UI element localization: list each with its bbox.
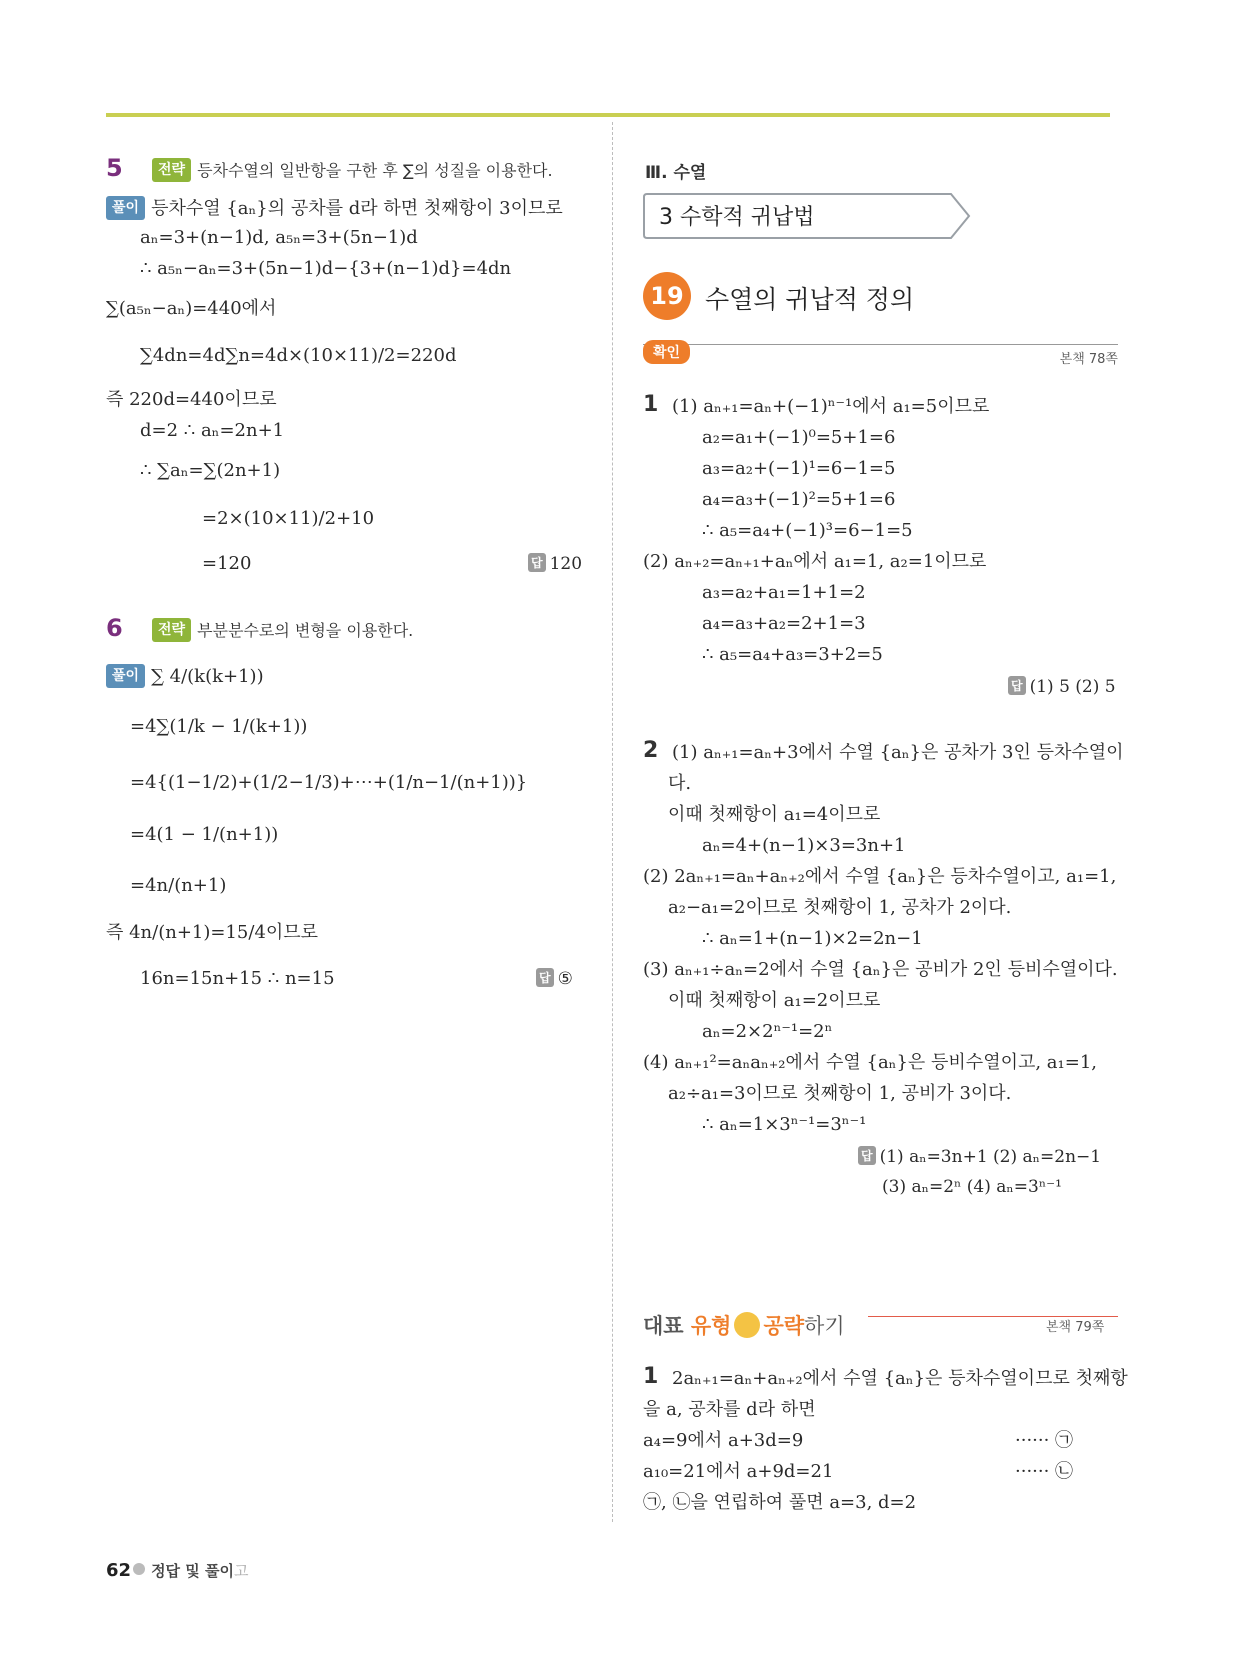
problem-5-answer <box>528 553 582 574</box>
solution-line: =4{(1−1/2)+(1/2−1/3)+⋯+(1/n−1/(n+1))} <box>130 772 528 793</box>
chapter-label: Ⅲ. 수열 <box>645 163 707 183</box>
strategy-text: 등차수열의 일반항을 구한 후 ∑의 성질을 이용한다. <box>197 161 553 180</box>
solution-line: 이때 첫째항이 a₁=4이므로 <box>668 804 881 825</box>
solution-line: ∴ a₅=a₄+a₃=3+2=5 <box>702 644 883 665</box>
daepyo-word-2: 유형 <box>690 1314 732 1338</box>
confirm-page-ref: 본책 78쪽 <box>1059 352 1118 367</box>
solution-line: a₂=a₁+(−1)⁰=5+1=6 <box>702 427 896 448</box>
confirm-header <box>643 340 1118 366</box>
solution-line: 즉 4n/(n+1)=15/4이므로 <box>106 922 319 943</box>
solution-line: (3) aₙ₊₁÷aₙ=2에서 수열 {aₙ}은 공비가 2인 등비수열이다. <box>643 959 1118 980</box>
question-2-answer-line2: (3) aₙ=2ⁿ (4) aₙ=3ⁿ⁻¹ <box>882 1177 1062 1197</box>
solution-line: =120 <box>202 553 252 574</box>
question-1-answer <box>1008 676 1116 697</box>
strategy-tag: 전략 <box>152 158 191 182</box>
solution-line: a₄=a₃+a₂=2+1=3 <box>702 613 866 634</box>
answer-tag: 답 <box>528 553 546 572</box>
solution-line: aₙ=4+(n−1)×3=3n+1 <box>702 835 906 856</box>
daepyo-word-4: 하기 <box>804 1314 845 1338</box>
answer-tag: 답 <box>536 968 554 987</box>
solution-line: aₙ=3+(n−1)d, a₅ₙ=3+(5n−1)d <box>140 227 418 248</box>
question-2-answer-line1 <box>858 1146 1101 1167</box>
solution-line: (1) aₙ₊₁=aₙ+(−1)ⁿ⁻¹에서 a₁=5이므로 <box>672 396 990 417</box>
problem-5-strategy <box>152 158 553 182</box>
topic-title: 수열의 귀납적 정의 <box>705 285 915 314</box>
answer-value: (1) aₙ=3n+1 (2) aₙ=2n−1 <box>879 1147 1102 1167</box>
solution-line: a₄=a₃+(−1)²=5+1=6 <box>702 489 896 510</box>
d1-number: 1 <box>643 1364 659 1389</box>
solution-text: 등차수열 {aₙ}의 공차를 d라 하면 첫째항이 3이므로 <box>151 198 563 219</box>
solution-line: ㉠, ㉡을 연립하여 풀면 a=3, d=2 <box>643 1492 917 1513</box>
problem-6-strategy <box>152 618 413 642</box>
solution-line: ∑4dn=4d∑n=4d×(10×11)/2=220d <box>140 345 457 366</box>
confirm-tag: 확인 <box>643 340 690 364</box>
equation-mark: ······ ㉠ <box>1015 1430 1074 1451</box>
solution-line: aₙ=2×2ⁿ⁻¹=2ⁿ <box>702 1021 833 1042</box>
answer-value: ⑤ <box>557 969 573 989</box>
question-2-number: 2 <box>643 738 659 763</box>
solution-line: ∴ a₅=a₄+(−1)³=6−1=5 <box>702 520 913 541</box>
answer-tag: 답 <box>1008 676 1026 695</box>
solution-line: a₃=a₂+(−1)¹=6−1=5 <box>702 458 896 479</box>
answer-value: (1) 5 (2) 5 <box>1029 677 1116 697</box>
solution-line: d=2 ∴ aₙ=2n+1 <box>140 420 285 441</box>
daepyo-heading <box>643 1310 845 1340</box>
lightbulb-icon <box>734 1312 760 1338</box>
page-footer <box>106 1560 248 1581</box>
problem-5-number: 5 <box>106 154 123 182</box>
solution-line: (1) aₙ₊₁=aₙ+3에서 수열 {aₙ}은 공차가 3인 등차수열이 <box>672 742 1124 763</box>
solution-line: ∴ ∑aₙ=∑(2n+1) <box>140 460 281 481</box>
solution-line: 다. <box>668 773 692 794</box>
strategy-tag: 전략 <box>152 618 191 642</box>
topic-number-badge: 19 <box>643 272 691 320</box>
solution-line: ∑(a₅ₙ−aₙ)=440에서 <box>106 298 277 319</box>
solution-tag: 풀이 <box>106 664 145 688</box>
solution-line: =4n/(n+1) <box>130 875 227 896</box>
question-1-number: 1 <box>643 392 659 417</box>
solution-line: =4∑(1/k − 1/(k+1)) <box>130 716 308 737</box>
solution-line <box>106 196 563 220</box>
solution-line: (2) 2aₙ₊₁=aₙ+aₙ₊₂에서 수열 {aₙ}은 등차수열이고, a₁=1, <box>643 866 1117 887</box>
solution-line: 2aₙ₊₁=aₙ+aₙ₊₂에서 수열 {aₙ}은 등차수열이므로 첫째항 <box>672 1368 1128 1389</box>
solution-text: ∑ 4/(k(k+1)) <box>151 666 264 687</box>
solution-line <box>106 664 264 688</box>
strategy-text: 부분분수로의 변형을 이용한다. <box>197 621 414 640</box>
page-number: 62 <box>106 1560 132 1581</box>
solution-line: =2×(10×11)/2+10 <box>202 508 375 529</box>
bullet-icon <box>133 1563 145 1575</box>
equation-mark: ······ ㉡ <box>1015 1461 1074 1482</box>
solution-line: =4(1 − 1/(n+1)) <box>130 824 279 845</box>
solution-line: (4) aₙ₊₁²=aₙaₙ₊₂에서 수열 {aₙ}은 등비수열이고, a₁=1, <box>643 1052 1098 1073</box>
daepyo-word-1: 대표 <box>643 1314 684 1338</box>
solution-line: a₁₀=21에서 a+9d=21 <box>643 1461 834 1482</box>
solution-line: 이때 첫째항이 a₁=2이므로 <box>668 990 881 1011</box>
footer-label: 정답 및 풀이 <box>151 1562 234 1580</box>
problem-6-answer <box>536 968 573 989</box>
solution-line: ∴ aₙ=1+(n−1)×2=2n−1 <box>702 928 923 949</box>
footer-suffix: 고 <box>233 1562 249 1580</box>
answer-tag: 답 <box>858 1146 876 1165</box>
solution-tag: 풀이 <box>106 196 145 220</box>
solution-line: a₃=a₂+a₁=1+1=2 <box>702 582 866 603</box>
solution-line: a₄=9에서 a+3d=9 <box>643 1430 804 1451</box>
solution-line: ∴ aₙ=1×3ⁿ⁻¹=3ⁿ⁻¹ <box>702 1114 867 1135</box>
solution-line: a₂−a₁=2이므로 첫째항이 1, 공차가 2이다. <box>668 897 1012 918</box>
top-rule <box>106 113 1110 117</box>
section-banner <box>643 192 973 236</box>
confirm-rule <box>643 344 1118 345</box>
solution-line: 을 a, 공차를 d라 하면 <box>643 1399 816 1420</box>
daepyo-page-ref: 본책 79쪽 <box>1046 1320 1105 1335</box>
answer-value: 120 <box>549 554 583 574</box>
column-divider <box>612 122 613 1522</box>
solution-line: (2) aₙ₊₂=aₙ₊₁+aₙ에서 a₁=1, a₂=1이므로 <box>643 551 987 572</box>
problem-6-number: 6 <box>106 614 123 642</box>
section-title: 3 수학적 귀납법 <box>659 205 815 230</box>
solution-line: ∴ a₅ₙ−aₙ=3+(5n−1)d−{3+(n−1)d}=4dn <box>140 258 512 279</box>
solution-line: a₂÷a₁=3이므로 첫째항이 1, 공비가 3이다. <box>668 1083 1012 1104</box>
daepyo-word-3: 공략 <box>763 1314 805 1338</box>
solution-line: 즉 220d=440이므로 <box>106 389 277 410</box>
solution-line: 16n=15n+15 ∴ n=15 <box>140 968 335 989</box>
